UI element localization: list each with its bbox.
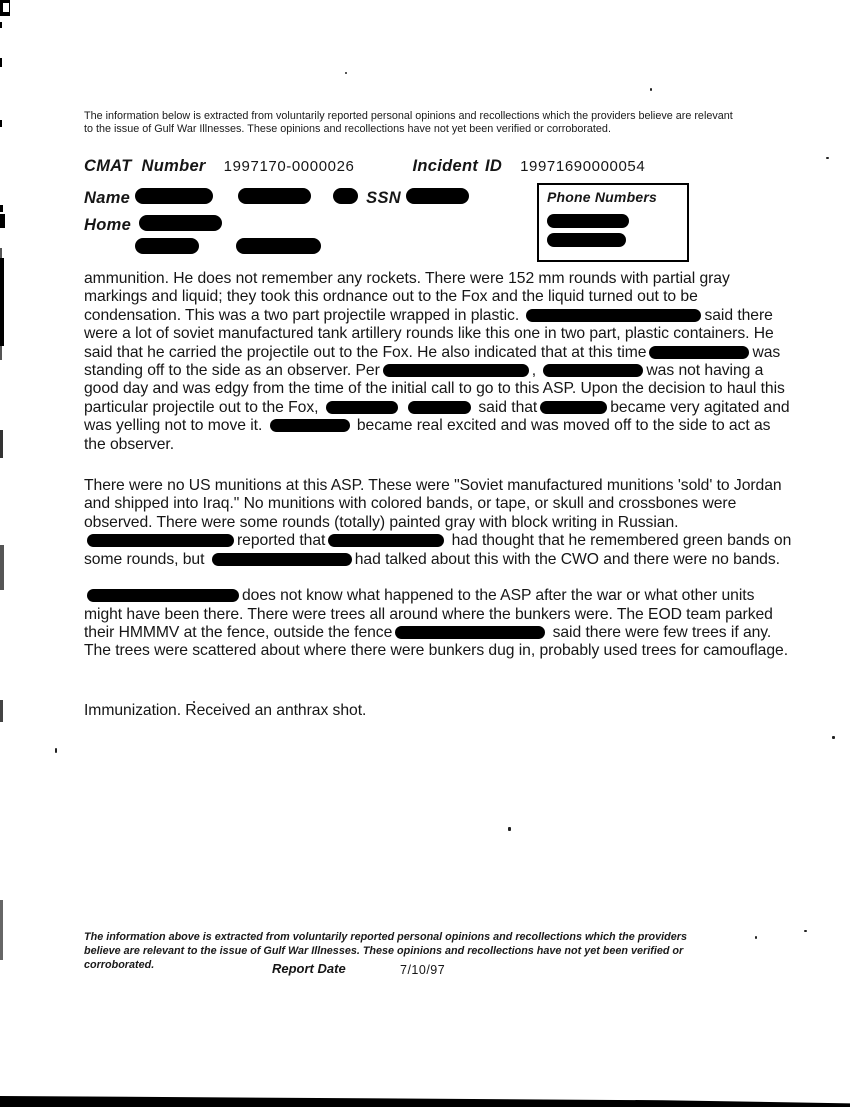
redaction-bar xyxy=(328,534,444,547)
cmat-incident-row xyxy=(84,157,645,176)
scan-artifact-dot xyxy=(826,157,829,159)
scan-artifact-dot xyxy=(650,88,652,91)
scan-artifact-edge xyxy=(0,214,5,228)
paragraph-immunization: Immunization. Received an anthrax shot. xyxy=(84,701,367,719)
redaction-bar xyxy=(87,534,234,547)
home-label: Home xyxy=(84,216,132,234)
scan-artifact-edge xyxy=(0,258,4,346)
phone-number-redactions xyxy=(547,214,687,247)
home-redaction xyxy=(131,215,222,236)
scan-artifact-edge xyxy=(0,22,2,28)
scan-artifact-dot xyxy=(55,748,57,753)
redaction-bar xyxy=(526,309,701,322)
redaction-bar xyxy=(543,364,643,377)
paragraph-ammunition: ammunition. He does not remember any rockets. There were 152 mm rounds with partial gray markings and liquid; they took this ordnance out to the Fox and the liquid turned out to be condensation. This was a two part projectile wrapped in plastic. said there were a lot of soviet manufactured tank artillery rounds like this one in two part, plastic containers. He said that he carried the projectile out to the Fox. He also indicated that at this time was standing off to the side as an observer. Per , was not having a good day and was edgy from the time of the initial call to go to this ASP. Upon the decision to haul this particular projectile out to the Fox, said that became very agitated and was yelling not to move it. became real excited and was moved off to the side to act as the observer. xyxy=(84,270,790,453)
scan-artifact-edge xyxy=(0,700,3,722)
address-redactions xyxy=(135,238,321,259)
scan-artifact-bottom-bar xyxy=(0,1094,850,1107)
redaction-bar xyxy=(408,401,471,414)
scan-artifact-edge xyxy=(0,430,3,458)
incident-id-value: 19971690000054 xyxy=(520,158,646,175)
paragraph-munitions: There were no US munitions at this ASP. These were "Soviet manufactured munitions 'sold' to Jordan and shipped into Iraq." No munitions with colored bands, or tape, or skull and crossbones were observed. There were some rounds (totally) painted gray with block writing in Russian. reported that had thought that he remembered green bands on some rounds, but had talked about this with the CWO and there were no bands. xyxy=(84,477,792,568)
redaction-bar xyxy=(135,188,213,204)
scan-artifact-edge xyxy=(0,58,2,67)
name-redactions xyxy=(130,188,358,209)
report-date-label: Report Date xyxy=(272,961,346,976)
redaction-bar xyxy=(139,215,222,231)
scan-artifact-edge xyxy=(0,545,4,590)
scan-artifact-corner xyxy=(0,0,10,16)
redaction-bar xyxy=(135,238,199,254)
redaction-bar xyxy=(406,188,469,204)
footer-disclaimer: The information above is extracted from voluntarily reported personal opinions and recollections which the providers believe are relevant to the issue of Gulf War Illnesses. These opinions and recollections have not yet been verified or corroborated. xyxy=(84,931,687,972)
address-row xyxy=(84,238,321,259)
phone-numbers-box xyxy=(537,183,689,262)
cmat-number-label: CMAT Number xyxy=(84,157,206,175)
home-row xyxy=(84,215,222,236)
redaction-bar xyxy=(540,401,607,414)
scan-artifact-dot xyxy=(832,736,835,739)
cmat-number-value: 1997170-0000026 xyxy=(223,158,355,175)
redaction-bar xyxy=(270,419,350,432)
redaction-bar xyxy=(212,553,352,566)
redaction-bar xyxy=(326,401,398,414)
redaction-bar xyxy=(333,188,358,204)
name-ssn-row xyxy=(84,188,469,209)
ssn-label: SSN xyxy=(366,189,401,207)
top-disclaimer: The information below is extracted from voluntarily reported personal opinions and recollections which the providers believe are relevant to the issue of Gulf War Illnesses. These opinions and recollections have not yet been verified or corroborated. xyxy=(84,110,733,136)
redaction-bar xyxy=(383,364,529,377)
name-label: Name xyxy=(84,189,131,207)
redaction-bar xyxy=(649,346,749,359)
redaction-bar xyxy=(547,214,629,228)
redaction-bar xyxy=(547,233,626,247)
redaction-bar xyxy=(395,626,545,639)
scan-artifact-corner-inner xyxy=(3,3,9,12)
redaction-bar xyxy=(238,188,311,204)
scan-artifact-edge xyxy=(0,120,2,127)
report-body xyxy=(84,270,792,743)
scan-artifact-edge xyxy=(0,205,3,212)
scan-artifact-dot xyxy=(804,930,807,932)
scan-artifact-dot xyxy=(755,936,757,939)
redaction-bar xyxy=(236,238,321,254)
redaction-bar xyxy=(87,589,239,602)
incident-id-label: Incident ID xyxy=(412,157,503,175)
report-date-value: 7/10/97 xyxy=(400,963,446,977)
phone-numbers-title: Phone Numbers xyxy=(547,189,657,205)
scan-artifact-edge xyxy=(0,900,3,960)
ssn-redaction xyxy=(401,188,469,209)
paragraph-asp-after-war: does not know what happened to the ASP after the war or what other units might have been there. There were trees all around where the bunkers were. The EOD team parked their HMMMV at the fence, outside the fence said there were few trees if any. The trees were scattered about where there were bunkers dug in, probably used trees for camouflage. xyxy=(84,587,788,660)
scan-artifact-dot xyxy=(345,72,347,74)
scan-artifact-dot xyxy=(508,827,511,831)
